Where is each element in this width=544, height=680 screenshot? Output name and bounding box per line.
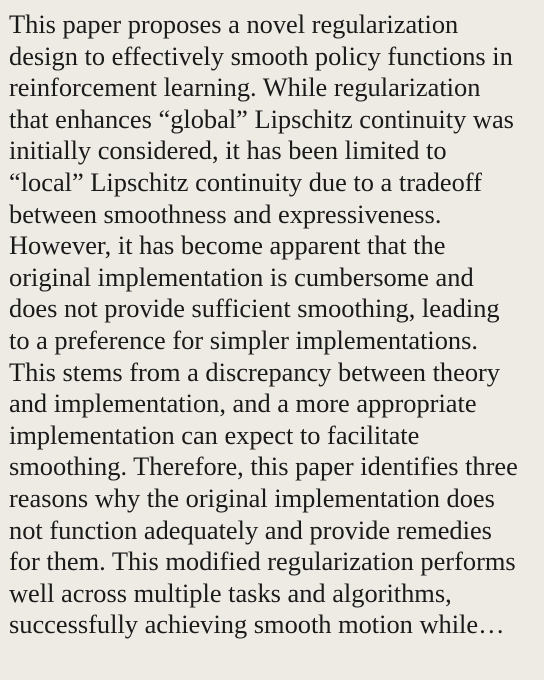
abstract-line: to a preference for simpler implementations. [9, 324, 478, 355]
abstract-line: implementation can expect to facilitate [9, 419, 420, 450]
abstract-line: reasons why the original implementation does [9, 482, 495, 513]
abstract-line: original implementation is cumbersome and [9, 261, 474, 292]
abstract-line: for them. This modified regularization performs [9, 546, 516, 577]
abstract-line: This stems from a discrepancy between theory [9, 356, 500, 387]
abstract-line: reinforcement learning. While regularization [9, 72, 481, 103]
abstract-line: and implementation, and a more appropriate [9, 388, 477, 419]
abstract-line: well across multiple tasks and algorithms, [9, 577, 452, 608]
abstract-line: not function adequately and provide remedies [9, 514, 492, 545]
abstract-line: However, it has become apparent that the [9, 230, 446, 261]
abstract-line: design to effectively smooth policy functions in [9, 40, 513, 71]
abstract-line: between smoothness and expressiveness. [9, 198, 442, 229]
abstract-line: “local” Lipschitz continuity due to a tradeoff [9, 166, 482, 197]
abstract-line: successfully achieving smooth motion while… [9, 609, 505, 640]
abstract-line: initially considered, it has been limited to [9, 135, 447, 166]
abstract-line: does not provide sufficient smoothing, leading [9, 293, 500, 324]
abstract-line: This paper proposes a novel regularization [9, 9, 459, 39]
abstract-line: smoothing. Therefore, this paper identifies three [9, 451, 518, 482]
abstract-line: that enhances “global” Lipschitz continuity was [9, 103, 514, 134]
abstract-paragraph [9, 9, 536, 641]
